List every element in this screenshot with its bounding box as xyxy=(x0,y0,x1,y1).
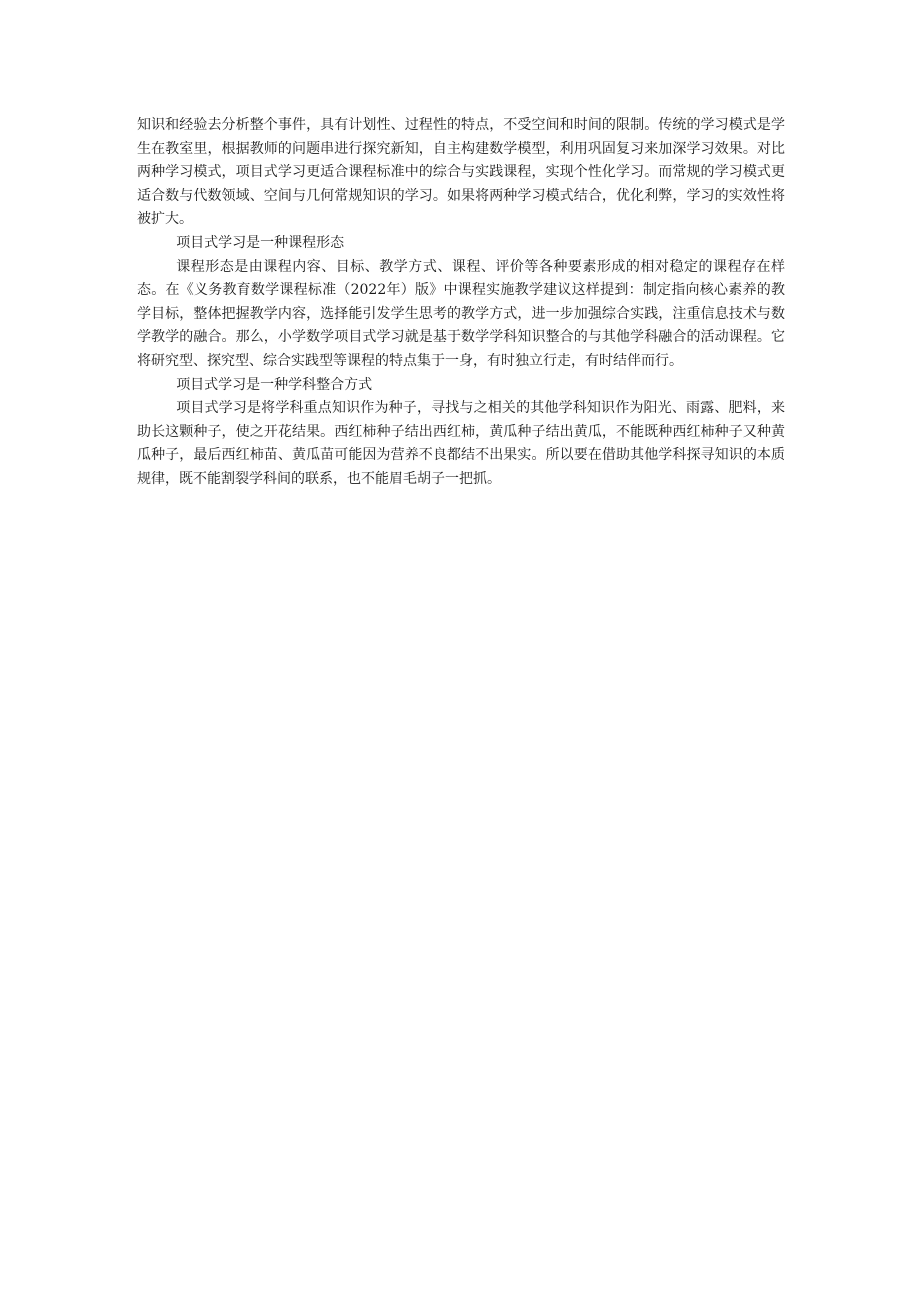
paragraph-continued: 知识和经验去分析整个事件，具有计划性、过程性的特点，不受空间和时间的限制。传统的学习模式是学生在教室里，根据教师的问题串进行探究新知，自主构建数学模型，利用巩固复习来加深学习效果。对比两种学习模式，项目式学习更适合课程标准中的综合与实践课程，实现个性化学习。而常规的学习模式更适合数与代数领域、空间与几何常规知识的学习。如果将两种学习模式结合，优化利弊，学习的实效性将被扩大。 xyxy=(137,117,785,228)
section-heading-subject-integration: 项目式学习是一种学科整合方式 xyxy=(176,376,373,393)
paragraph-curriculum-form: 课程形态是由课程内容、目标、教学方式、课程、评价等各种要素形成的相对稳定的课程存在样态。在《义务教育数学课程标准（2022年）版》中课程实施教学建议这样提到：制定指向核心素养的教学目标，整体把握教学内容，选择能引发学生思考的教学方式，进一步加强综合实践，注重信息技术与数学教学的融合。那么，小学数学项目式学习就是基于数学学科知识整合的与其他学科融合的活动课程。它将研究型、探究型、综合实践型等课程的特点集于一身，有时独立行走，有时结伴而行。 xyxy=(137,258,785,369)
paragraph-subject-integration: 项目式学习是将学科重点知识作为种子，寻找与之相关的其他学科知识作为阳光、雨露、肥料，来助长这颗种子，使之开花结果。西红柿种子结出西红柿，黄瓜种子结出黄瓜，不能既种西红柿种子又种黄瓜种子，最后西红柿苗、黄瓜苗可能因为营养不良都结不出果实。所以要在借助其他学科探寻知识的本质规律，既不能割裂学科间的联系，也不能眉毛胡子一把抓。 xyxy=(137,400,785,487)
document-body xyxy=(137,114,785,492)
section-heading-curriculum-form: 项目式学习是一种课程形态 xyxy=(176,234,345,251)
